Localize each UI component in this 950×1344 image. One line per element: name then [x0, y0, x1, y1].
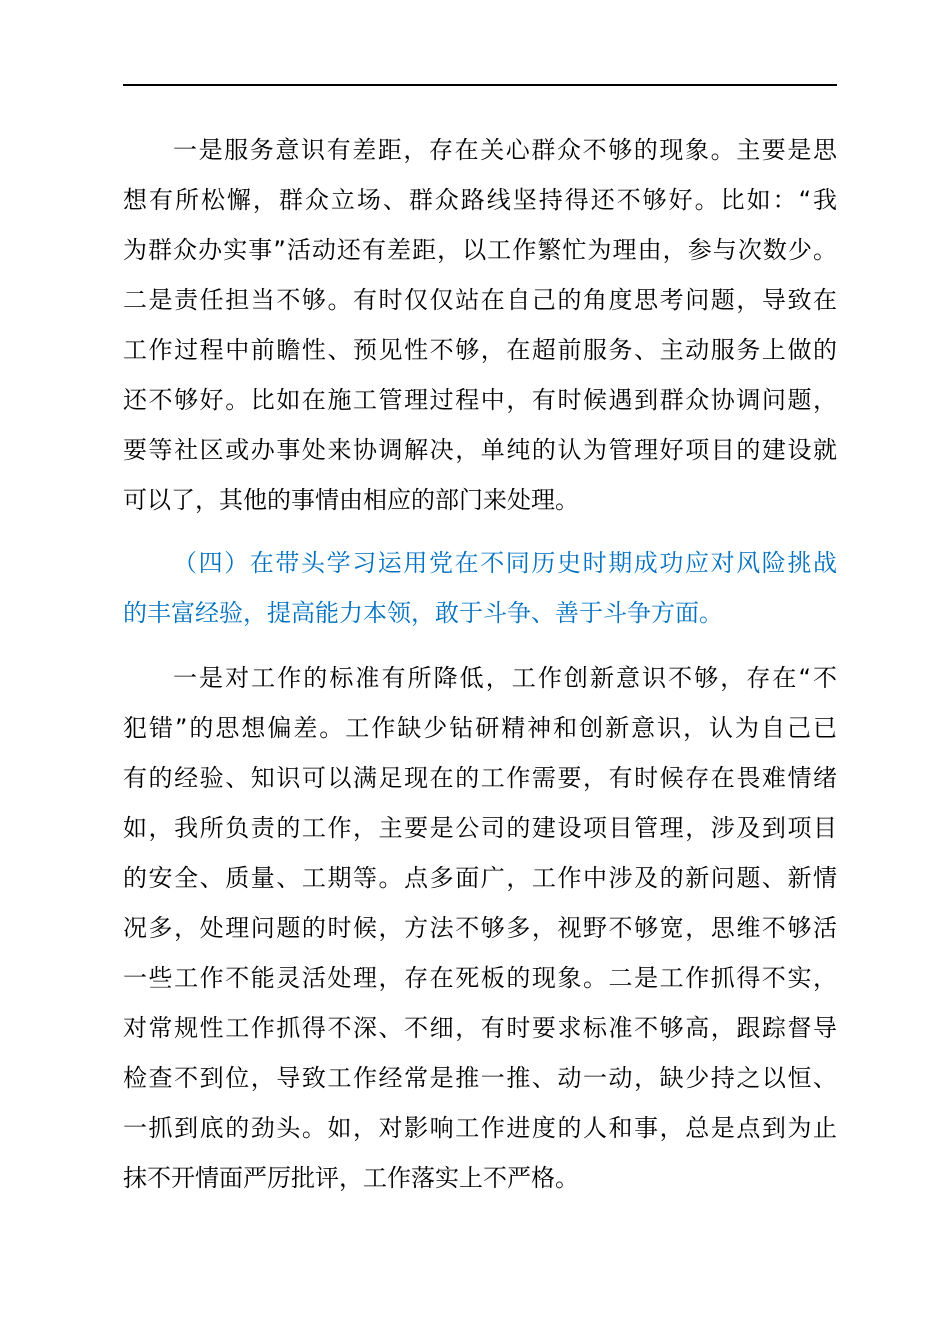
paragraph-line: 可以了，其他的事情由相应的部门来处理。	[123, 486, 579, 514]
paragraph-line: 工作过程中前瞻性、预见性不够，在超前服务、主动服务上做的	[123, 336, 837, 364]
paragraph-line: 对常规性工作抓得不深、不细，有时要求标准不够高，跟踪督导	[123, 1014, 837, 1042]
paragraph-line: 如，我所负责的工作，主要是公司的建设项目管理，涉及到项目	[123, 814, 837, 842]
paragraph-line: 况多，处理问题的时候，方法不够多，视野不够宽，思维不够活	[123, 914, 837, 942]
paragraph-line: 的安全、质量、工期等。点多面广，工作中涉及的新问题、新情	[123, 864, 837, 892]
paragraph-line: 一是服务意识有差距，存在关心群众不够的现象。主要是思	[173, 136, 837, 164]
paragraph-line: 抹不开情面严厉批评，工作落实上不严格。	[123, 1164, 579, 1192]
paragraph-line: 检查不到位，导致工作经常是推一推、动一动，缺少持之以恒、	[123, 1064, 837, 1092]
paragraph-line: 为群众办实事”活动还有差距，以工作繁忙为理由，参与次数少。	[123, 236, 837, 264]
paragraph-line: 一些工作不能灵活处理，存在死板的现象。二是工作抓得不实，	[123, 964, 837, 992]
heading-line: （四）在带头学习运用党在不同历史时期成功应对风险挑战	[173, 549, 837, 577]
paragraph-line: 二是责任担当不够。有时仅仅站在自己的角度思考问题，导致在	[123, 286, 837, 314]
paragraph-line: 一抓到底的劲头。如，对影响工作进度的人和事，总是点到为止	[123, 1114, 837, 1142]
paragraph-line: 想有所松懈，群众立场、群众路线坚持得还不够好。比如：“我	[123, 186, 837, 214]
section-3-paragraph	[123, 125, 837, 525]
paragraph-line: 一是对工作的标准有所降低，工作创新意识不够，存在“不	[173, 664, 837, 692]
header-rule	[123, 84, 837, 86]
paragraph-line: 犯错”的思想偏差。工作缺少钻研精神和创新意识，认为自己已	[123, 714, 837, 742]
paragraph-line: 要等社区或办事处来协调解决，单纯的认为管理好项目的建设就	[123, 436, 837, 464]
heading-line: 的丰富经验，提高能力本领，敢于斗争、善于斗争方面。	[123, 599, 723, 627]
section-4-heading	[123, 538, 837, 638]
paragraph-line: 还不够好。比如在施工管理过程中，有时候遇到群众协调问题，	[123, 386, 837, 414]
paragraph-line: 有的经验、知识可以满足现在的工作需要，有时候存在畏难情绪	[123, 764, 837, 792]
section-4-paragraph	[123, 653, 837, 1203]
